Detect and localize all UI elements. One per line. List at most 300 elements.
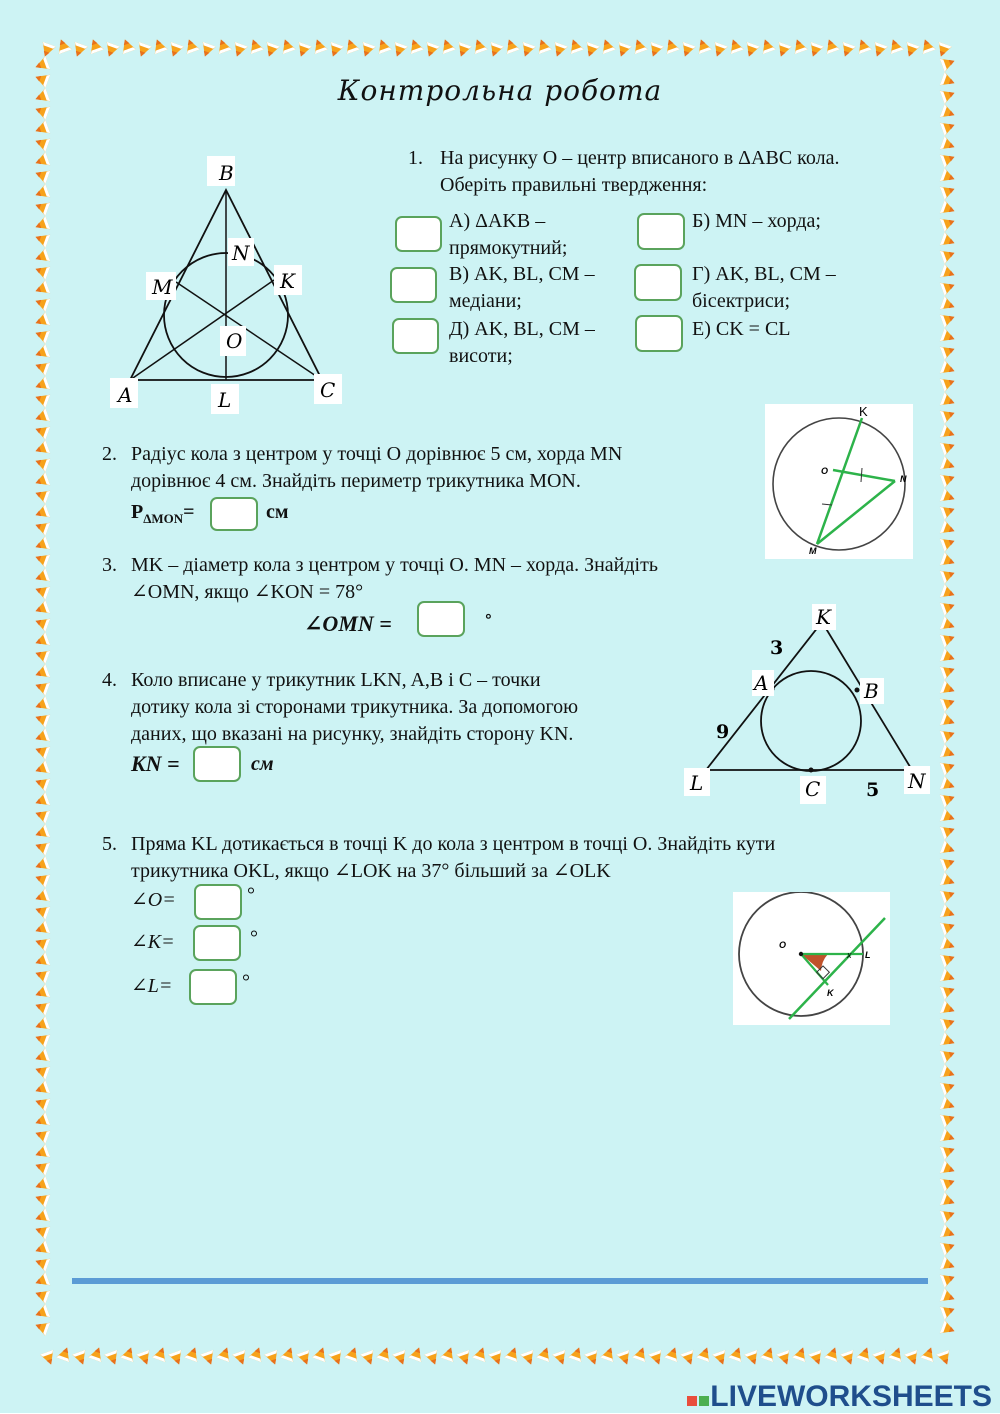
q4-answer-label: KN = (131, 751, 180, 776)
q4-text-line1: Коло вписане у трикутник LKN, A,B і C – точки (131, 669, 541, 691)
candy-corn-icon (118, 37, 136, 54)
candy-corn-icon (456, 1350, 474, 1367)
q3-answer-input[interactable] (417, 601, 465, 637)
candy-corn-icon (33, 920, 50, 938)
candy-corn-icon (486, 42, 504, 59)
candy-corn-icon (120, 1345, 138, 1362)
q3-number: 3. (102, 554, 117, 576)
candy-corn-icon (840, 1350, 858, 1367)
candy-corn-icon (33, 888, 50, 906)
candy-corn-icon (86, 37, 104, 54)
candy-corn-icon (888, 1345, 906, 1362)
candy-corn-icon (33, 856, 50, 874)
q2-number: 2. (102, 443, 117, 465)
candy-corn-icon (33, 472, 50, 490)
candy-corn-icon (440, 1345, 458, 1362)
candy-corn-icon (806, 42, 824, 59)
candy-corn-icon (33, 1222, 50, 1240)
q1-fig-label-L: L (218, 388, 232, 412)
q4-fig-number-9: 9 (716, 721, 730, 743)
q5-angle-l-input[interactable] (189, 969, 237, 1005)
candy-corn-icon (940, 648, 957, 666)
candy-corn-icon (936, 1350, 954, 1367)
candy-corn-icon (280, 1345, 298, 1362)
candy-corn-icon (902, 42, 920, 59)
candy-corn-icon (33, 184, 50, 202)
q1-option-g-label-2: бісектриси; (692, 290, 791, 312)
candy-corn-icon (136, 1350, 154, 1367)
candy-corn-icon (264, 1350, 282, 1367)
candy-corn-icon (184, 1345, 202, 1362)
candy-corn-icon (33, 422, 50, 440)
q2-fig-label-N: N (900, 474, 907, 484)
q2-answer-eq: = (183, 501, 195, 523)
candy-corn-icon (776, 1350, 794, 1367)
candy-corn-icon (940, 630, 957, 648)
q3-unit: ∘ (484, 606, 493, 626)
candy-corn-icon (940, 616, 957, 634)
q1-option-v-label: В) AK, BL, CM – (449, 263, 595, 285)
candy-corn-icon (33, 440, 50, 458)
candy-corn-icon (33, 1318, 50, 1336)
candy-corn-icon (33, 344, 50, 362)
candy-corn-icon (940, 1224, 957, 1242)
candy-corn-icon (248, 1345, 266, 1362)
candy-corn-icon (33, 952, 50, 970)
q3-text-line2: ∠OMN, якщо ∠KON = 78° (131, 581, 364, 603)
candy-corn-icon (472, 1345, 490, 1362)
q5-angle-l-unit: ° (242, 971, 250, 993)
candy-corn-icon (940, 1128, 957, 1146)
q5-fig-label-K: K (827, 988, 834, 998)
candy-corn-icon (104, 1350, 122, 1367)
candy-corn-icon (150, 37, 168, 54)
candy-corn-icon (940, 1064, 957, 1082)
candy-corn-icon (33, 1080, 50, 1098)
candy-corn-icon (940, 584, 957, 602)
candy-corn-icon (940, 278, 957, 296)
q1-fig-label-O: O (226, 329, 243, 353)
candy-corn-icon (940, 808, 957, 826)
candy-corn-icon (214, 37, 232, 54)
candy-corn-icon (694, 37, 712, 54)
candy-corn-icon (33, 1094, 50, 1112)
candy-corn-icon (33, 262, 50, 280)
candy-corn-icon (33, 1176, 50, 1194)
candy-corn-icon (598, 37, 616, 54)
candy-corn-icon (940, 982, 957, 1000)
candy-corn-icon (696, 1345, 714, 1362)
candy-corn-icon (33, 870, 50, 888)
q1-option-v-checkbox[interactable] (390, 267, 437, 303)
candy-corn-icon (940, 566, 957, 584)
candy-corn-icon (198, 42, 216, 59)
candy-corn-icon (392, 1350, 410, 1367)
candy-corn-icon (940, 264, 957, 282)
candy-corn-icon (536, 1345, 554, 1362)
q5-fig-label-L: L (865, 950, 871, 960)
candy-corn-icon (822, 37, 840, 54)
candy-corn-icon (710, 42, 728, 59)
candy-corn-icon (33, 1144, 50, 1162)
q1-option-d-label-2: висоти; (449, 345, 513, 367)
candy-corn-icon (940, 232, 957, 250)
candy-corn-icon (662, 37, 680, 54)
candy-corn-icon (940, 54, 957, 72)
candy-corn-icon (33, 280, 50, 298)
candy-corn-icon (504, 1345, 522, 1362)
q5-text-line2: трикутника OKL, якщо ∠LOK на 37° більший за ∠OLK (131, 860, 611, 882)
candy-corn-icon (33, 1190, 50, 1208)
brand-text: LIVEWORKSHEETS (710, 1380, 992, 1413)
candy-corn-icon (33, 998, 50, 1016)
q1-option-a-label-2: прямокутний; (449, 237, 568, 259)
candy-corn-icon (568, 1345, 586, 1362)
candy-corn-icon (940, 200, 957, 218)
q4-unit: см (251, 753, 274, 775)
q1-fig-label-N: N (232, 241, 250, 265)
candy-corn-icon (940, 822, 957, 840)
q1-option-g-checkbox[interactable] (634, 264, 682, 301)
candy-corn-icon (33, 792, 50, 810)
candy-corn-icon (940, 342, 957, 360)
candy-corn-icon (940, 392, 957, 410)
q5-number: 5. (102, 833, 117, 855)
q4-text-line2: дотику кола зі сторонами трикутника. За допомогою (131, 696, 579, 718)
candy-corn-icon (33, 408, 50, 426)
candy-corn-icon (940, 502, 957, 520)
candy-corn-icon (726, 37, 744, 54)
candy-corn-icon (584, 1350, 602, 1367)
candy-corn-icon (940, 182, 957, 200)
q2-answer-sub: ΔMON (143, 511, 184, 526)
candy-corn-icon (940, 1110, 957, 1128)
candy-corn-icon (200, 1350, 218, 1367)
liveworksheets-logo (686, 1380, 992, 1414)
q2-answer-prefix: P (131, 501, 144, 523)
candy-corn-icon (940, 662, 957, 680)
candy-corn-icon (940, 136, 957, 154)
candy-corn-icon (940, 1238, 957, 1256)
candy-corn-icon (918, 37, 936, 54)
q4-answer-input[interactable] (193, 746, 241, 782)
candy-corn-icon (940, 726, 957, 744)
page-title: Контрольна робота (337, 74, 663, 107)
candy-corn-icon (54, 37, 72, 54)
candy-corn-icon (374, 37, 392, 54)
candy-corn-icon (886, 37, 904, 54)
candy-corn-icon (33, 1030, 50, 1048)
q4-fig-label-C: C (805, 777, 821, 801)
candy-corn-icon (33, 1016, 50, 1034)
candy-corn-icon (33, 120, 50, 138)
candy-corn-icon (940, 886, 957, 904)
candy-corn-icon (742, 42, 760, 59)
q1-text-line2: Оберіть правильні твердження: (440, 174, 708, 196)
candy-corn-icon (33, 1126, 50, 1144)
candy-corn-icon (940, 470, 957, 488)
candy-corn-icon (940, 456, 957, 474)
candy-corn-icon (38, 42, 56, 59)
candy-corn-icon (856, 1345, 874, 1362)
q1-option-d-checkbox[interactable] (392, 318, 439, 354)
candy-corn-icon (262, 42, 280, 59)
candy-corn-icon (310, 37, 328, 54)
candy-corn-icon (940, 1256, 957, 1274)
candy-corn-icon (940, 712, 957, 730)
candy-corn-icon (33, 1062, 50, 1080)
candy-corn-icon (940, 744, 957, 762)
candy-corn-icon (680, 1350, 698, 1367)
q2-text-line2: дорівнює 4 см. Знайдіть периметр трикутника MON. (131, 470, 581, 492)
q2-answer-label (131, 499, 195, 532)
candy-corn-icon (808, 1350, 826, 1367)
q5-angle-l-label: ∠L= (131, 975, 173, 997)
candy-corn-icon (328, 1350, 346, 1367)
candy-corn-icon (33, 1158, 50, 1176)
candy-corn-icon (33, 1254, 50, 1272)
candy-corn-icon (246, 37, 264, 54)
candy-corn-icon (33, 152, 50, 170)
q5-angle-o-label: ∠O= (131, 889, 176, 911)
candy-corn-icon (312, 1345, 330, 1362)
candy-corn-icon (940, 1032, 957, 1050)
candy-corn-icon (134, 42, 152, 59)
candy-corn-icon (33, 664, 50, 682)
q4-fig-number-3: 3 (770, 637, 784, 659)
q2-text-line1: Радіус кола з центром у точці O дорівнює 5 см, хорда MN (131, 443, 623, 465)
candy-corn-icon (940, 118, 957, 136)
candy-corn-icon (33, 1286, 50, 1304)
candy-corn-icon (940, 488, 957, 506)
candy-corn-icon (33, 966, 50, 984)
candy-corn-icon (422, 42, 440, 59)
candy-corn-icon (870, 42, 888, 59)
candy-corn-icon (33, 216, 50, 234)
candy-corn-icon (33, 504, 50, 522)
candy-corn-icon (940, 1096, 957, 1114)
candy-corn-icon (792, 1345, 810, 1362)
candy-corn-icon (582, 42, 600, 59)
candy-corn-icon (518, 42, 536, 59)
q1-option-a-checkbox[interactable] (395, 216, 442, 252)
candy-corn-icon (33, 550, 50, 568)
candy-corn-icon (940, 950, 957, 968)
candy-corn-icon (760, 1345, 778, 1362)
candy-corn-icon (728, 1345, 746, 1362)
candy-corn-icon (940, 1320, 957, 1338)
candy-corn-icon (33, 1272, 50, 1290)
candy-corn-icon (940, 758, 957, 776)
candy-corn-icon (40, 1350, 58, 1367)
candy-corn-icon (33, 376, 50, 394)
candy-corn-icon (940, 1174, 957, 1192)
q2-unit: см (266, 501, 289, 523)
logo-square-icon (699, 1396, 709, 1406)
q3-answer-label: ∠OMN = (304, 611, 392, 636)
candy-corn-icon (854, 37, 872, 54)
candy-corn-icon (296, 1350, 314, 1367)
candy-corn-icon (678, 42, 696, 59)
q1-option-v-label-2: медіани; (449, 290, 522, 312)
candy-corn-icon (664, 1345, 682, 1362)
q1-fig-label-B: B (219, 161, 234, 185)
candy-corn-icon (33, 518, 50, 536)
q1-fig-label-K: K (280, 269, 295, 293)
q3-text-line1: MK – діаметр кола з центром у точці O. MN – хорда. Знайдіть (131, 554, 658, 576)
candy-corn-icon (33, 760, 50, 778)
candy-corn-icon (502, 37, 520, 54)
q1-fig-label-C: C (320, 378, 336, 402)
candy-corn-icon (550, 42, 568, 59)
q4-fig-number-5: 5 (866, 779, 880, 801)
q5-fig-label-x: x (847, 950, 852, 960)
candy-corn-icon (940, 534, 957, 552)
candy-corn-icon (33, 1304, 50, 1322)
candy-corn-icon (940, 360, 957, 378)
candy-corn-icon (872, 1350, 890, 1367)
q2-circle-chord-figure (765, 404, 913, 559)
q2-answer-input[interactable] (210, 497, 258, 531)
candy-corn-icon (33, 390, 50, 408)
q1-fig-label-A: A (118, 383, 133, 407)
candy-corn-icon (168, 1350, 186, 1367)
candy-corn-icon (33, 568, 50, 586)
candy-corn-icon (632, 1345, 650, 1362)
q1-option-d-label: Д) AK, BL, CM – (449, 318, 595, 340)
candy-corn-icon (712, 1350, 730, 1367)
q1-text-line1: На рисунку O – центр вписаного в ΔABC кола. (440, 147, 840, 169)
candy-corn-icon (33, 728, 50, 746)
q5-tangent-figure (733, 892, 890, 1025)
q4-fig-label-K: K (816, 605, 831, 629)
candy-corn-icon (940, 328, 957, 346)
candy-corn-icon (920, 1345, 938, 1362)
candy-corn-icon (940, 1078, 957, 1096)
candy-corn-icon (33, 536, 50, 554)
q2-fig-label-M: M (809, 546, 817, 556)
candy-corn-icon (182, 37, 200, 54)
candy-corn-icon (33, 934, 50, 952)
candy-corn-icon (33, 678, 50, 696)
q5-angle-k-label: ∠K= (131, 931, 175, 953)
candy-corn-icon (33, 824, 50, 842)
candy-corn-icon (940, 214, 957, 232)
candy-corn-icon (648, 1350, 666, 1367)
candy-corn-icon (940, 694, 957, 712)
candy-corn-icon (216, 1345, 234, 1362)
q1-option-b-checkbox[interactable] (637, 213, 685, 250)
candy-corn-icon (940, 1046, 957, 1064)
candy-corn-icon (940, 904, 957, 922)
candy-corn-icon (940, 424, 957, 442)
q1-fig-label-M: M (152, 275, 173, 299)
candy-corn-icon (630, 37, 648, 54)
q4-fig-label-B: B (864, 679, 879, 703)
candy-corn-icon (904, 1350, 922, 1367)
q1-option-e-label: Е) CK = CL (692, 318, 791, 340)
candy-corn-icon (940, 552, 957, 570)
candy-corn-icon (408, 1345, 426, 1362)
candy-corn-icon (33, 1240, 50, 1258)
q4-triangle-incircle-figure (680, 598, 940, 808)
candy-corn-icon (520, 1350, 538, 1367)
candy-corn-icon (33, 614, 50, 632)
candy-corn-icon (488, 1350, 506, 1367)
candy-corn-icon (406, 37, 424, 54)
candy-corn-icon (758, 37, 776, 54)
q1-option-b-label: Б) MN – хорда; (692, 210, 821, 232)
candy-corn-icon (940, 1302, 957, 1320)
candy-corn-icon (33, 248, 50, 266)
candy-corn-icon (56, 1345, 74, 1362)
candy-corn-icon (70, 42, 88, 59)
candy-corn-icon (294, 42, 312, 59)
candy-corn-icon (454, 42, 472, 59)
candy-corn-icon (360, 1350, 378, 1367)
candy-corn-icon (102, 42, 120, 59)
candy-corn-icon (33, 230, 50, 248)
candy-corn-icon (940, 854, 957, 872)
candy-corn-icon (744, 1350, 762, 1367)
q4-fig-label-N: N (908, 769, 926, 793)
candy-corn-icon (940, 150, 957, 168)
candy-corn-icon (33, 646, 50, 664)
logo-square-icon (687, 1396, 697, 1406)
q5-angle-o-unit: ° (247, 884, 255, 906)
candy-corn-icon (940, 918, 957, 936)
candy-corn-icon (33, 632, 50, 650)
candy-corn-icon (940, 168, 957, 186)
candy-corn-icon (278, 37, 296, 54)
candy-corn-icon (390, 42, 408, 59)
candy-corn-icon (33, 134, 50, 152)
candy-corn-icon (824, 1345, 842, 1362)
candy-corn-icon (552, 1350, 570, 1367)
candy-corn-icon (33, 326, 50, 344)
candy-corn-icon (33, 600, 50, 618)
candy-corn-icon (152, 1345, 170, 1362)
q2-fig-label-K: K (859, 404, 868, 419)
candy-corn-icon (33, 1112, 50, 1130)
candy-corn-icon (940, 1288, 957, 1306)
candy-corn-icon (438, 37, 456, 54)
candy-corn-icon (940, 968, 957, 986)
q1-option-e-checkbox[interactable] (635, 315, 683, 352)
candy-corn-icon (940, 310, 957, 328)
q2-fig-label-O: O (821, 466, 829, 476)
candy-corn-icon (534, 37, 552, 54)
candy-corn-icon (33, 294, 50, 312)
candy-corn-icon (614, 42, 632, 59)
q5-angle-o-input[interactable] (194, 884, 242, 920)
candy-corn-icon (33, 454, 50, 472)
candy-corn-icon (33, 312, 50, 330)
candy-corn-icon (33, 838, 50, 856)
candy-corn-icon (838, 42, 856, 59)
candy-corn-icon (33, 166, 50, 184)
candy-corn-icon (646, 42, 664, 59)
candy-corn-icon (940, 776, 957, 794)
candy-corn-icon (940, 1142, 957, 1160)
candy-corn-icon (33, 696, 50, 714)
candy-corn-icon (940, 1160, 957, 1178)
candy-corn-icon (33, 774, 50, 792)
q5-angle-k-input[interactable] (193, 925, 241, 961)
candy-corn-icon (33, 198, 50, 216)
candy-corn-icon (232, 1350, 250, 1367)
candy-corn-icon (33, 806, 50, 824)
